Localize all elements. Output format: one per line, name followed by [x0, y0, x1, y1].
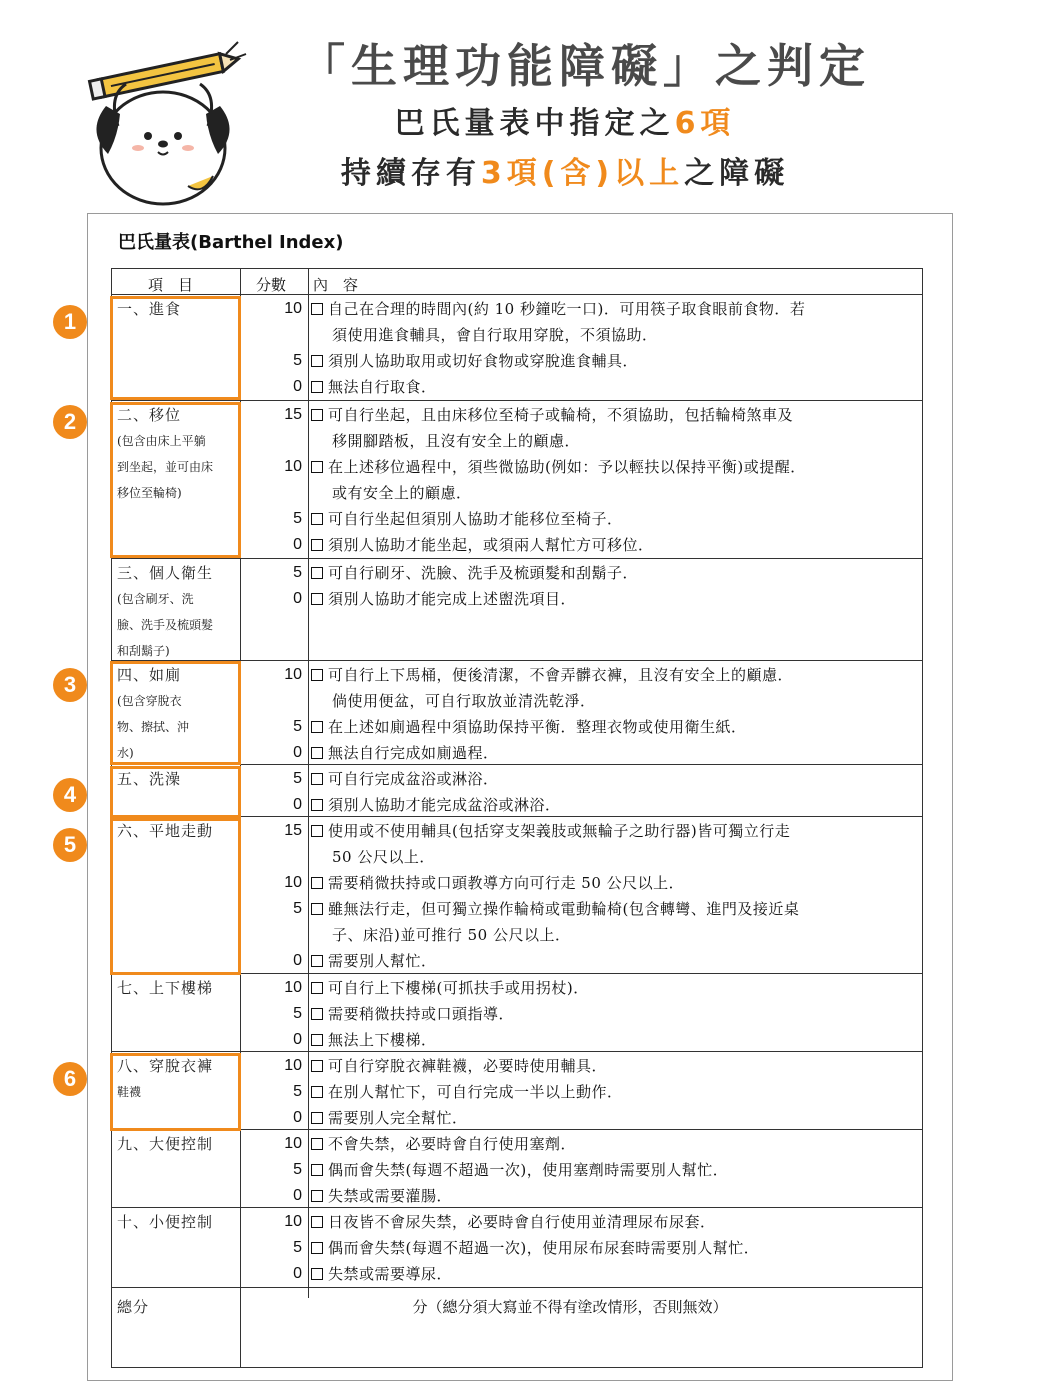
subtitle-line-2 [265, 154, 865, 194]
highlight-box [110, 818, 241, 975]
option-text: 須別人協助才能完成盆浴或淋浴． [328, 796, 561, 814]
score-value: 5 [293, 564, 302, 581]
option-text: 須別人協助才能完成上述盥洗項目． [328, 590, 577, 608]
subtitle-2-highlight: 3項(含)以上 [480, 156, 685, 191]
subtitle-2-suffix: 之障礙 [684, 156, 790, 191]
item-note: 水) [117, 746, 134, 760]
item-note: 和刮鬍子) [117, 644, 170, 658]
score-value: 0 [293, 1031, 302, 1048]
option-text: 或有安全上的顧慮． [332, 484, 472, 502]
item-name: 二、移位 [117, 406, 182, 424]
subtitle-line-1 [265, 104, 865, 144]
option-text: 須別人協助才能坐起，或須兩人幫忙方可移位． [328, 536, 654, 554]
score-value: 5 [293, 1083, 302, 1100]
score-value: 5 [293, 900, 302, 917]
option-text: 在上述如廁過程中須協助保持平衡．整理衣物或使用衛生紙． [328, 718, 747, 736]
checkbox-empty-icon[interactable] [311, 669, 323, 681]
option-text: 須別人協助取用或切好食物或穿脫進食輔具． [328, 352, 639, 370]
row-divider [111, 558, 923, 559]
item-note: 到坐起，並可由床 [117, 460, 214, 474]
highlight-box [110, 1053, 241, 1131]
score-value: 5 [293, 1005, 302, 1022]
number-badge: 6 [53, 1062, 87, 1096]
option-text: 需要別人完全幫忙． [328, 1109, 468, 1127]
score-value: 5 [293, 510, 302, 527]
item-note: 物、擦拭、沖 [117, 720, 190, 734]
option-text: 倘使用便盆，可自行取放並清洗乾淨． [332, 692, 596, 710]
option-text: 可自行刷牙、洗臉、洗手及梳頭髮和刮鬍子． [328, 564, 639, 582]
option-text: 無法自行取食． [328, 378, 437, 396]
highlight-box [110, 661, 241, 765]
score-value: 0 [293, 1109, 302, 1126]
option-text: 無法自行完成如廁過程． [328, 744, 499, 762]
checkbox-empty-icon[interactable] [311, 825, 323, 837]
checkbox-empty-icon[interactable] [311, 877, 323, 889]
row-divider [111, 1287, 923, 1288]
score-value: 10 [284, 1135, 302, 1152]
total-label: 總分 [117, 1298, 150, 1316]
option-text: 可自行上下樓梯(可抓扶手或用拐杖)． [328, 979, 589, 997]
option-text: 50 公尺以上． [332, 848, 435, 866]
checkbox-empty-icon[interactable] [311, 903, 323, 915]
subtitle-1-text: 巴氏量表中指定之 [394, 106, 675, 141]
subtitle-1-highlight: 6項 [674, 106, 736, 141]
option-text: 失禁或需要導尿． [328, 1265, 453, 1283]
checkbox-empty-icon[interactable] [311, 1008, 323, 1020]
number-badge: 5 [53, 828, 87, 862]
score-value: 0 [293, 952, 302, 969]
option-text: 偶而會失禁(每週不超過一次)，使用塞劑時需要別人幫忙． [328, 1161, 729, 1179]
checkbox-empty-icon[interactable] [311, 355, 323, 367]
option-text: 無法上下樓梯． [328, 1031, 437, 1049]
item-note: 移位至輪椅) [117, 486, 182, 500]
score-value: 10 [284, 300, 302, 317]
score-value: 0 [293, 590, 302, 607]
column-header-item: 項 目 [148, 276, 194, 294]
dog-holding-pencil-icon [78, 36, 248, 206]
score-value: 10 [284, 666, 302, 683]
checkbox-empty-icon[interactable] [311, 773, 323, 785]
option-text: 須使用進食輔具，會自行取用穿脫，不須協助． [332, 326, 658, 344]
column-header-score: 分數 [256, 276, 287, 294]
option-text: 在別人幫忙下，可自行完成一半以上動作． [328, 1083, 623, 1101]
checkbox-empty-icon[interactable] [311, 567, 323, 579]
checkbox-empty-icon[interactable] [311, 982, 323, 994]
option-text: 移開腳踏板，且沒有安全上的顧慮． [332, 432, 581, 450]
checkbox-empty-icon[interactable] [311, 955, 323, 967]
row-divider [111, 1051, 923, 1052]
option-text: 不會失禁，必要時會自行使用塞劑． [328, 1135, 577, 1153]
score-value: 15 [284, 406, 302, 423]
score-value: 0 [293, 1265, 302, 1282]
item-name: 四、如廁 [117, 666, 182, 684]
checkbox-empty-icon[interactable] [311, 539, 323, 551]
checkbox-empty-icon[interactable] [311, 1268, 323, 1280]
header [0, 0, 1040, 210]
option-text: 雖無法行走，但可獨立操作輪椅或電動輪椅(包含轉彎、進門及接近桌 [328, 900, 800, 918]
item-name: 三、個人衛生 [117, 564, 214, 582]
checkbox-empty-icon[interactable] [311, 1060, 323, 1072]
checkbox-empty-icon[interactable] [311, 461, 323, 473]
item-note: (包含穿脫衣 [117, 694, 182, 708]
option-text: 自己在合理的時間內(約 10 秒鐘吃一口)．可用筷子取食眼前食物．若 [328, 300, 806, 318]
checkbox-empty-icon[interactable] [311, 409, 323, 421]
number-badge: 2 [53, 405, 87, 439]
document-title: 巴氏量表(Barthel Index) [118, 232, 344, 253]
score-value: 5 [293, 1161, 302, 1178]
score-value: 0 [293, 1187, 302, 1204]
score-value: 0 [293, 796, 302, 813]
item-name: 一、進食 [117, 300, 182, 318]
option-text: 偶而會失禁(每週不超過一次)，使用尿布尿套時需要別人幫忙． [328, 1239, 760, 1257]
number-badge: 4 [53, 778, 87, 812]
option-text: 可自行上下馬桶，便後清潔，不會弄髒衣褲，且沒有安全上的顧慮． [328, 666, 794, 684]
score-value: 5 [293, 1239, 302, 1256]
item-name: 七、上下樓梯 [117, 979, 214, 997]
option-text: 需要稍微扶持或口頭指導． [328, 1005, 515, 1023]
highlight-box [110, 766, 241, 818]
item-name: 十、小便控制 [117, 1213, 214, 1231]
checkbox-empty-icon[interactable] [311, 1242, 323, 1254]
total-instruction: 分（總分須大寫並不得有塗改情形，否則無效） [412, 1298, 728, 1316]
checkbox-empty-icon[interactable] [311, 593, 323, 605]
item-name: 五、洗澡 [117, 770, 182, 788]
highlight-box [110, 296, 241, 400]
item-note: (包含刷牙、洗 [117, 592, 194, 606]
score-value: 10 [284, 979, 302, 996]
option-text: 日夜皆不會尿失禁，必要時會自行使用並清理尿布尿套． [328, 1213, 716, 1231]
score-value: 0 [293, 378, 302, 395]
score-value: 5 [293, 770, 302, 787]
option-text: 子、床沿)並可推行 50 公尺以上． [332, 926, 571, 944]
subtitle-2-text: 持續存有 [340, 156, 481, 191]
option-text: 可自行坐起，且由床移位至椅子或輪椅，不須協助，包括輪椅煞車及 [328, 406, 794, 424]
option-text: 需要別人幫忙． [328, 952, 437, 970]
column-header-content: 內 容 [313, 276, 359, 294]
score-value: 15 [284, 822, 302, 839]
checkbox-empty-icon[interactable] [311, 747, 323, 759]
checkbox-empty-icon[interactable] [311, 1216, 323, 1228]
highlight-box [110, 402, 241, 558]
row-divider [111, 1207, 923, 1208]
item-name: 六、平地走動 [117, 822, 214, 840]
checkbox-empty-icon[interactable] [311, 721, 323, 733]
item-note: 臉、洗手及梳頭髮 [117, 618, 214, 632]
checkbox-empty-icon[interactable] [311, 303, 323, 315]
score-value: 0 [293, 744, 302, 761]
score-value: 10 [284, 458, 302, 475]
checkbox-empty-icon[interactable] [311, 1138, 323, 1150]
score-value: 5 [293, 352, 302, 369]
score-value: 10 [284, 874, 302, 891]
score-value: 10 [284, 1057, 302, 1074]
checkbox-empty-icon[interactable] [311, 1190, 323, 1202]
item-note: 鞋襪 [117, 1085, 142, 1099]
item-name: 九、大便控制 [117, 1135, 214, 1153]
score-value: 10 [284, 1213, 302, 1230]
option-text: 在上述移位過程中，須些微協助(例如：予以輕扶以保持平衡)或提醒． [328, 458, 806, 476]
item-name: 八、穿脫衣褲 [117, 1057, 214, 1075]
number-badge: 3 [53, 668, 87, 702]
option-text: 可自行完成盆浴或淋浴． [328, 770, 499, 788]
checkbox-empty-icon[interactable] [311, 1164, 323, 1176]
checkbox-empty-icon[interactable] [311, 381, 323, 393]
checkbox-empty-icon[interactable] [311, 1112, 323, 1124]
option-text: 可自行坐起但須別人協助才能移位至椅子． [328, 510, 623, 528]
score-value: 5 [293, 718, 302, 735]
checkbox-empty-icon[interactable] [311, 1086, 323, 1098]
checkbox-empty-icon[interactable] [311, 799, 323, 811]
checkbox-empty-icon[interactable] [311, 513, 323, 525]
option-text: 可自行穿脫衣褲鞋襪，必要時使用輔具． [328, 1057, 608, 1075]
row-divider [111, 400, 923, 401]
option-text: 失禁或需要灌腸． [328, 1187, 453, 1205]
row-divider [111, 294, 923, 295]
option-text: 需要稍微扶持或口頭教導方向可行走 50 公尺以上． [328, 874, 685, 892]
checkbox-empty-icon[interactable] [311, 1034, 323, 1046]
item-note: (包含由床上平躺 [117, 434, 206, 448]
column-divider [308, 268, 309, 1298]
option-text: 使用或不使用輔具(包括穿支架義肢或無輪子之助行器)皆可獨立行走 [328, 822, 791, 840]
main-title: 「生理功能障礙」之判定 [299, 39, 871, 93]
number-badge: 1 [53, 305, 87, 339]
score-value: 0 [293, 536, 302, 553]
